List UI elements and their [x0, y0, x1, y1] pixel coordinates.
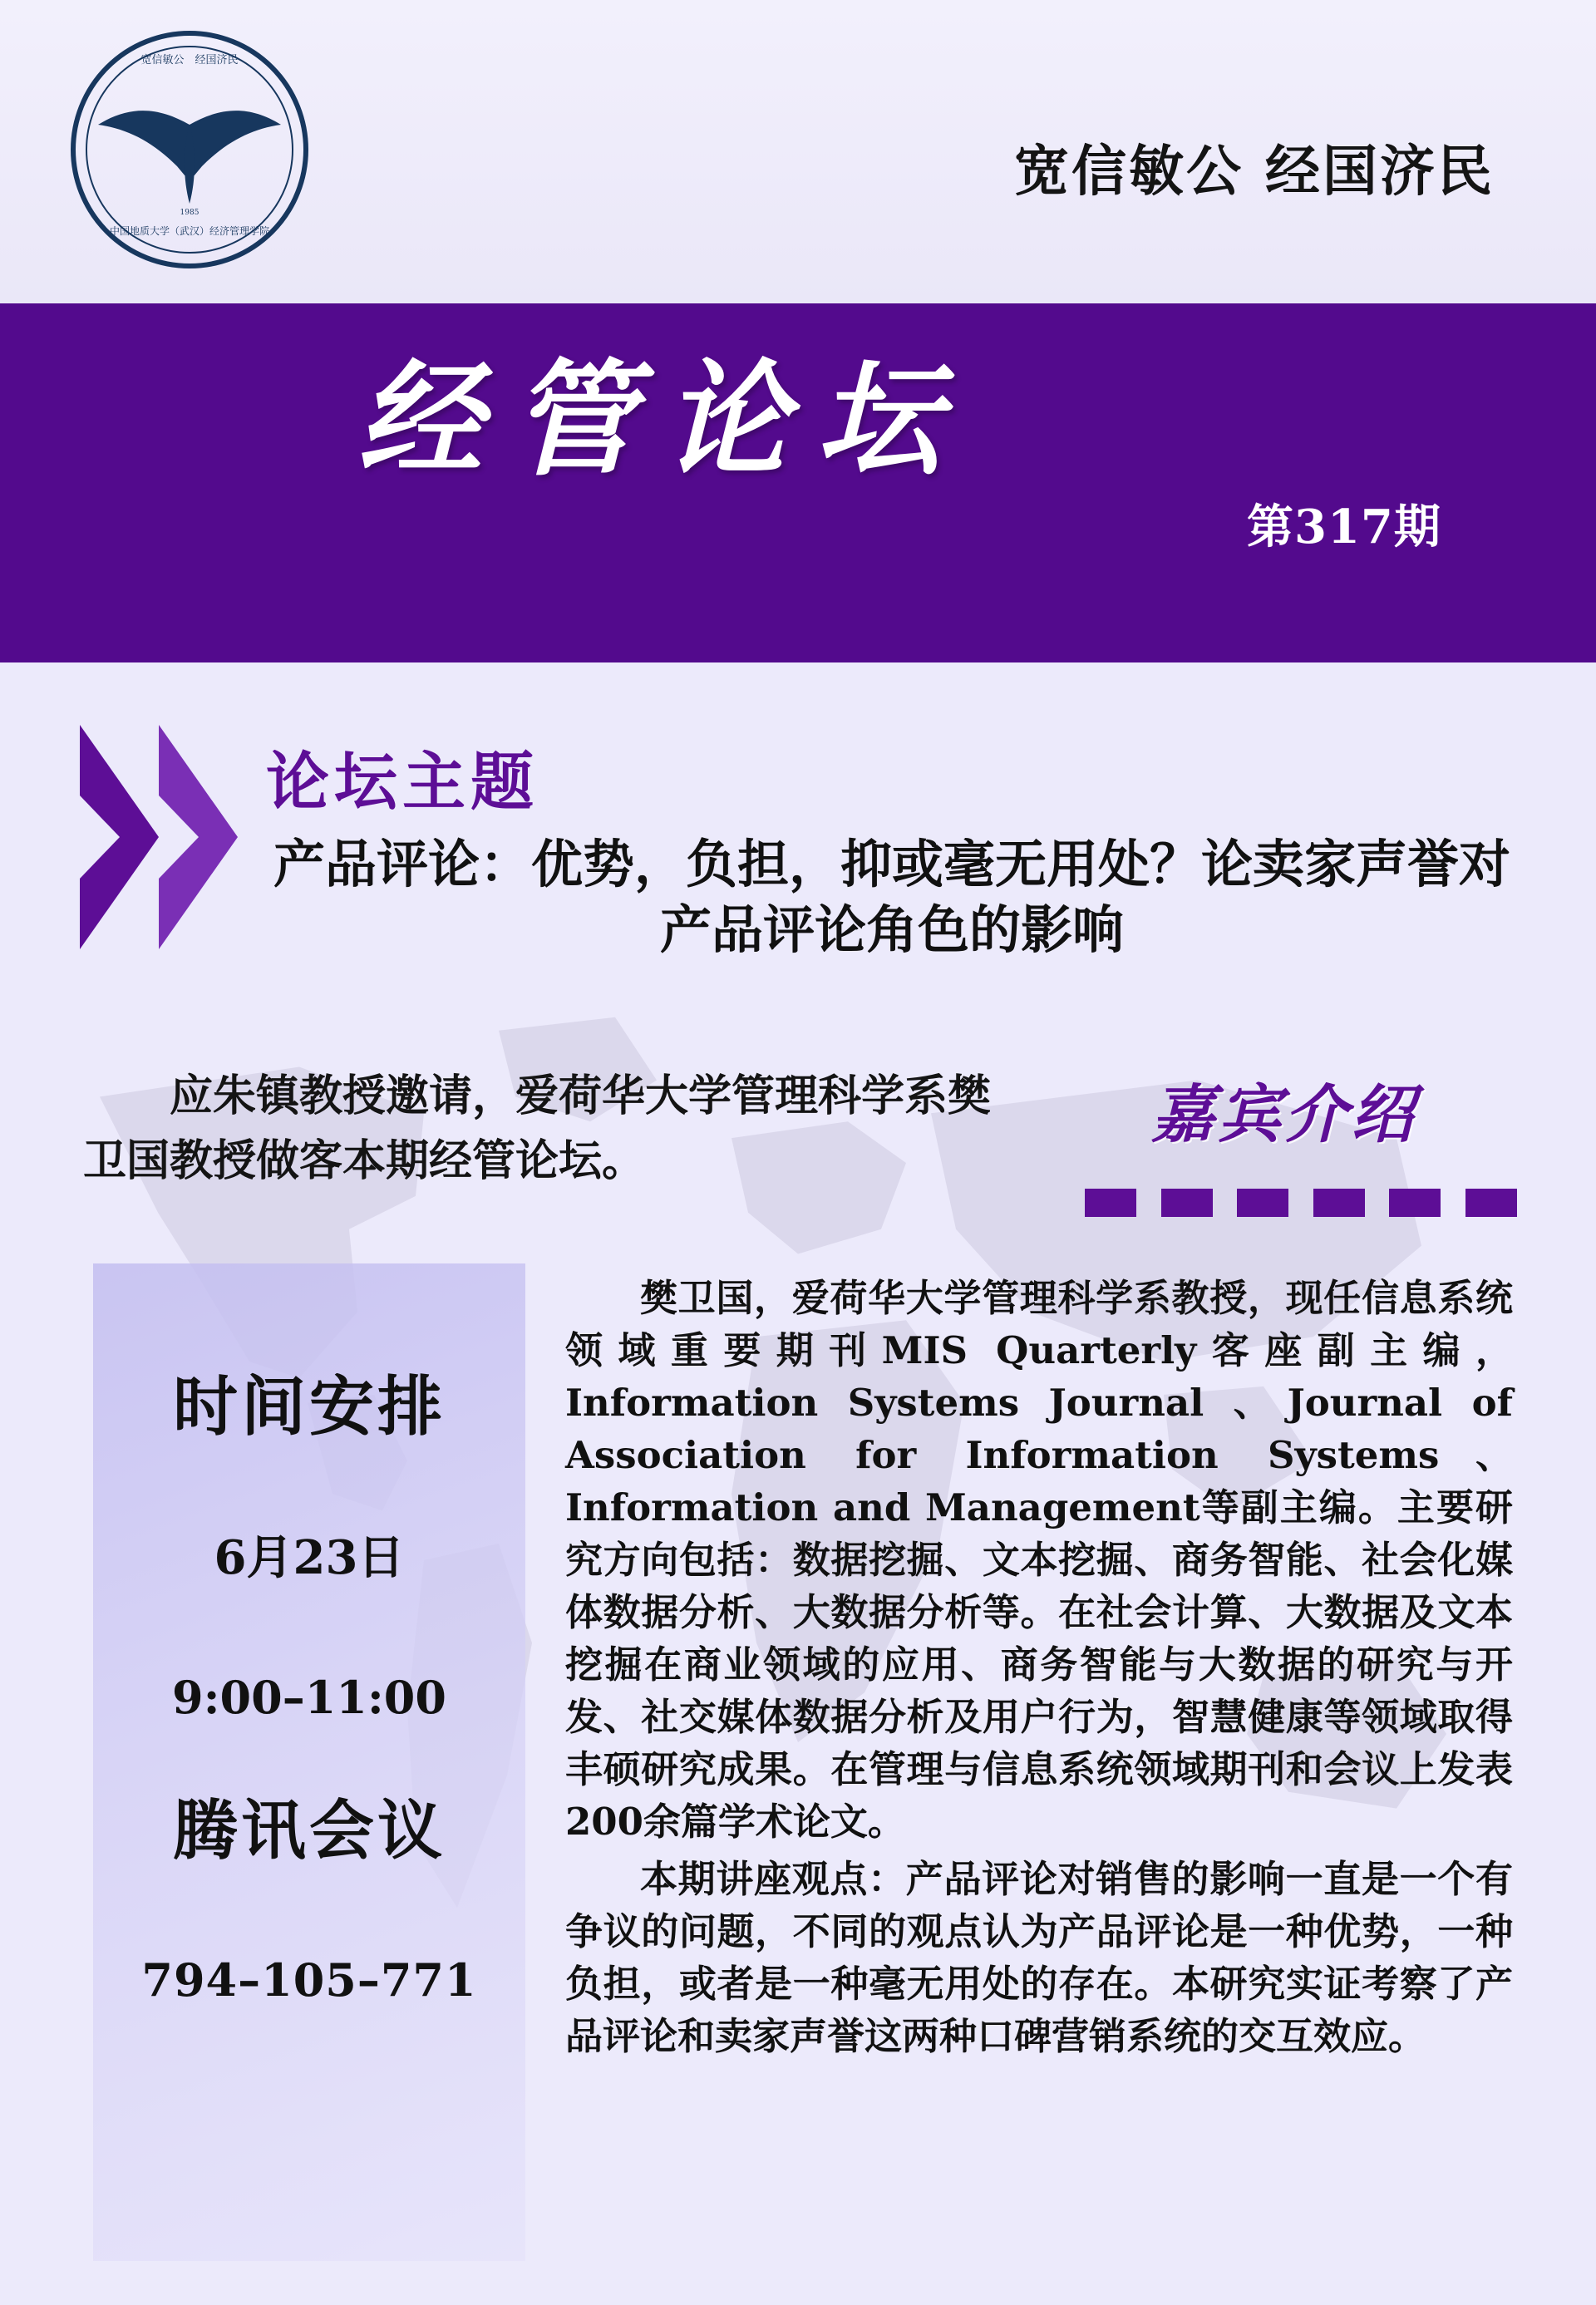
schedule-platform: 腾讯会议 — [172, 1793, 446, 1869]
schedule-time: 9:00–11:00 — [172, 1671, 446, 1724]
double-chevron-icon — [80, 725, 254, 949]
dash-5 — [1389, 1189, 1441, 1217]
dash-4 — [1313, 1189, 1365, 1217]
schedule-panel — [93, 1263, 525, 2261]
bio-paragraph-1: 樊卫国，爱荷华大学管理科学系教授，现任信息系统领域重要期刊MIS Quarterly客座副主编，Information Systems Journal 、Journal of Association for Information Systems、Information and Management等副主编。主要研究方向包括：数据挖掘、文本挖掘、商务智能、社会化媒体数据分析、大数据分析等。在社会计算、大数据及文本挖掘在商业领域的应用、商务智能与大数据的研究与开发、社交媒体数据分析及用户行为，智慧健康等领域取得丰硕研究成果。在管理与信息系统领域期刊和会议上发表200余篇学术论文。 — [565, 1276, 1513, 1844]
meeting-id: 794–105–771 — [141, 1953, 477, 2007]
bio-paragraph-2: 本期讲座观点：产品评论对销售的影响一直是一个有争议的问题，不同的观点认为产品评论是一种优势，一种负担，或者是一种毫无用处的存在。本研究实证考察了产品评论和卖家声誉这两种口碑营销系统的交互效应。 — [565, 1857, 1513, 2058]
dash-1 — [1085, 1189, 1136, 1217]
schedule-title: 时间安排 — [172, 1369, 446, 1445]
invitation-text: 应朱镇教授邀请，爱荷华大学管理科学系樊卫国教授做客本期经管论坛。 — [83, 1071, 992, 1186]
topic-label: 论坛主题 — [266, 745, 539, 819]
dash-6 — [1465, 1189, 1517, 1217]
forum-title: 经管论坛 — [357, 347, 970, 493]
guest-section-heading: 嘉宾介绍 — [1151, 1077, 1417, 1151]
header-slogan: 宽信敏公 经国济民 — [1014, 138, 1495, 204]
dash-2 — [1161, 1189, 1213, 1217]
schedule-date: 6月23日 — [214, 1530, 405, 1585]
topic-text: 产品评论：优势，负担，抑或毫无用处？论卖家声誉对产品评论角色的影响 — [273, 834, 1510, 961]
svg-text:1985: 1985 — [180, 209, 200, 217]
issue-number: 第317期 — [1247, 500, 1441, 554]
dash-3 — [1237, 1189, 1288, 1217]
svg-text:中国地质大学（武汉）经济管理学院: 中国地质大学（武汉）经济管理学院 — [109, 225, 270, 237]
poster-header — [0, 0, 1596, 303]
guest-heading-dashes — [1085, 1189, 1517, 1217]
university-emblem-logo — [65, 25, 314, 274]
svg-text:宽信敏公 经国济民: 宽信敏公 经国济民 — [140, 54, 239, 66]
guest-biography — [565, 1272, 1513, 2067]
